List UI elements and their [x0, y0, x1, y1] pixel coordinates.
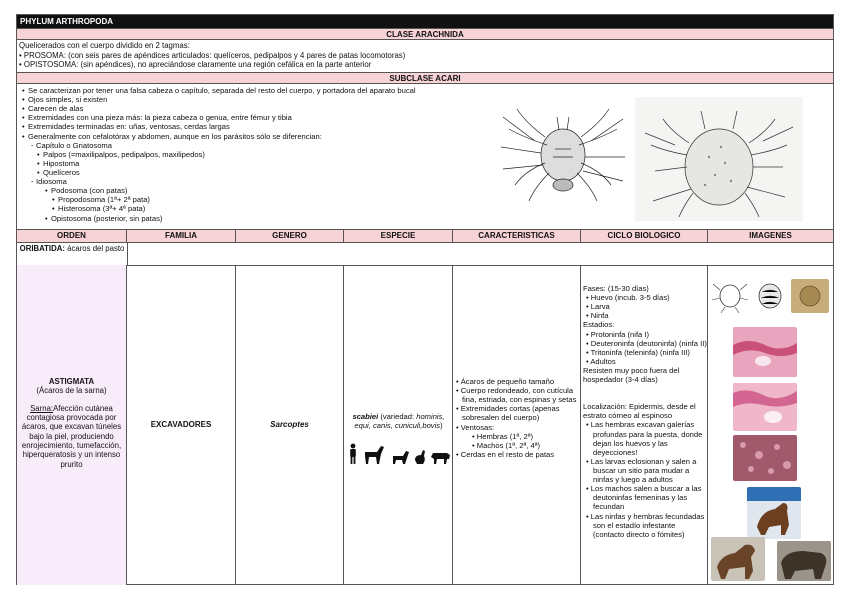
- document-page: [16, 14, 834, 585]
- mite-micrograph-2: [752, 278, 788, 314]
- col-imagenes: IMAGENES: [708, 230, 833, 242]
- podosoma-part: • Propodosoma (1ª+ 2ª pata): [21, 195, 491, 204]
- divider: [580, 265, 581, 585]
- capitulo-part: • Quelíceros: [21, 168, 491, 177]
- genero-cell: Sarcoptes: [236, 265, 344, 585]
- col-especie: ESPECIE: [344, 230, 453, 242]
- phylum-title: PHYLUM ARTHROPODA: [17, 15, 833, 28]
- acari-bullet: • Se caracterizan por tener una falsa cabeza o capítulo, separada del resto del cuerpo, y portadora del aparato bucal: [21, 86, 491, 95]
- acari-bullet: • Extremidades con una pieza más: la pieza cabeza o genua, entre fémur y tibia: [21, 113, 491, 122]
- mite-micrograph-1: [711, 278, 749, 314]
- podosoma-part: • Histerosoma (3ª+ 4ª pata): [21, 204, 491, 213]
- mite-micrograph-3: [791, 279, 829, 313]
- skin-histology-1: [733, 327, 797, 377]
- estadio-item: • Protoninfa (nifa I): [586, 329, 650, 339]
- idiosoma-item: - Idiosoma: [21, 177, 491, 186]
- col-ciclo: CICLO BIOLOGICO: [581, 230, 708, 242]
- col-orden: ORDEN: [17, 230, 127, 242]
- astigmata-name: ASTIGMATA: [48, 377, 95, 386]
- clase-intro: Quelicerados con el cuerpo dividido en 2 tagmas:: [19, 41, 190, 50]
- skin-histology-3: [733, 435, 797, 481]
- ventosa-item: • Machos (1ª, 2ª, 4ª): [472, 440, 541, 450]
- acari-bullet: • Generalmente con cefalotórax y abdomen, aunque en los parásitos sólo se diferencian:: [21, 132, 491, 141]
- divider: [707, 265, 708, 585]
- fase-item: • Ninfa: [586, 311, 609, 321]
- loc-item: • Las hembras excavan galerías profundas para la puesta, donde dejan los huevos y las deyecciones!: [586, 420, 703, 457]
- loc-item: • Las larvas eclosionan y salen a buscar un sitio para mudar a ninfas y luego a adultos: [586, 456, 697, 485]
- familia-cell: EXCAVADORES: [127, 265, 236, 585]
- capitulo-part: • Hipostoma: [21, 159, 491, 168]
- oribatida-cell: ORIBATIDA: ácaros del pasto: [19, 244, 125, 253]
- mite-ventral-diagram: [495, 97, 631, 209]
- col-caracteristicas: CARACTERISTICAS: [453, 230, 581, 242]
- horse-photo: [711, 537, 765, 581]
- estadio-item: • Adultos: [586, 356, 616, 366]
- mite-dorsal-diagram: [635, 97, 803, 221]
- divider: [127, 242, 128, 265]
- acari-bullet: • Extremidades terminadas en: uñas, ventosas, cerdas largas: [21, 122, 491, 131]
- clase-description: [19, 41, 829, 71]
- astigmata-cell: [17, 265, 127, 585]
- carac-item: • Cuerpo redondeado, con cutícula fina, estriada, con espinas y setas: [456, 386, 577, 405]
- ciclo-cell: [583, 284, 707, 539]
- astigmata-common: (Ácaros de la sarna): [36, 386, 107, 396]
- carac-item: • Cerdas en el resto de patas: [456, 449, 555, 459]
- clase-heading: CLASE ARACHNIDA: [17, 28, 833, 40]
- estadio-item: • Deuteroninfa (deutoninfa) (ninfa II): [586, 338, 707, 348]
- fase-item: • Huevo (incub. 3-5 días): [586, 293, 670, 303]
- sarna-definition: Sarna:Afección cutánea contagiosa provocada por ácaros, que excavan túneles bajo la piel, produciendo enrojecimiento, tumefacción, hiperqueratosis y un intenso prurito: [21, 403, 122, 469]
- loc-item: • Los machos salen a buscar a las deutoninfas femeninas y las fecundan: [586, 484, 702, 512]
- host-silhouettes-icon: [347, 442, 451, 466]
- capitulo-item: - Capítulo o Gnatosoma: [21, 141, 491, 150]
- carac-item: • Ácaros de pequeño tamaño: [456, 377, 555, 386]
- localizacion-text: Localización: Epidermis, desde el estrato córneo al espinoso: [583, 402, 696, 421]
- resisten-text: Resisten muy poco fuera del hospedador (3-4 días): [583, 365, 680, 385]
- loc-item: • Las ninfas y hembras fecundadas son el estadío infestante (contacto directo o fómites): [586, 511, 705, 539]
- estadio-item: • Tritoninfa (teleninfa) (ninfa III): [586, 347, 690, 357]
- carac-item: • Ventosas:: [456, 422, 495, 432]
- cow-photo: [777, 541, 831, 581]
- divider: [17, 242, 833, 243]
- clase-bullet: • OPISTOSOMA: (sin apéndices), no apreciándose claramente una región cefálica en la parte anterior: [19, 60, 372, 70]
- subclase-description: [21, 86, 491, 229]
- caracteristicas-cell: [453, 265, 581, 585]
- capitulo-part: • Palpos (=maxilipalpos, pedipalpos, maxilipedos): [21, 150, 491, 159]
- ventosa-item: • Hembras (1ª, 2ª): [472, 431, 534, 441]
- col-familia: FAMILIA: [127, 230, 236, 242]
- fase-item: • Larva: [586, 302, 610, 312]
- especie-text: scabiei (variedad: hominis, equi, canis, cuniculi,bovis): [352, 412, 445, 431]
- carac-item: • Extremidades cortas (apenas sobresalen del cuerpo): [456, 404, 560, 423]
- opistosoma-item: • Opistosoma (posterior, sin patas): [21, 214, 491, 223]
- acari-bullet: • Ojos simples, si existen: [21, 95, 491, 104]
- podosoma-item: • Podosoma (con patas): [21, 186, 491, 195]
- acari-bullet: • Carecen de alas: [21, 104, 491, 113]
- fases-title: Fases: (15-30 días): [583, 284, 649, 293]
- dog-photo: [747, 487, 801, 539]
- especie-cell: [344, 265, 453, 585]
- subclase-heading: SUBCLASE ACARI: [17, 72, 833, 84]
- estadios-title: Estadios:: [583, 320, 615, 330]
- skin-histology-2: [733, 383, 797, 431]
- col-genero: GENERO: [236, 230, 344, 242]
- clase-bullet: • PROSOMA: (con seis pares de apéndices articulados: quelíceros, pedipalpos y 4 pares de patas locomotoras): [19, 50, 406, 60]
